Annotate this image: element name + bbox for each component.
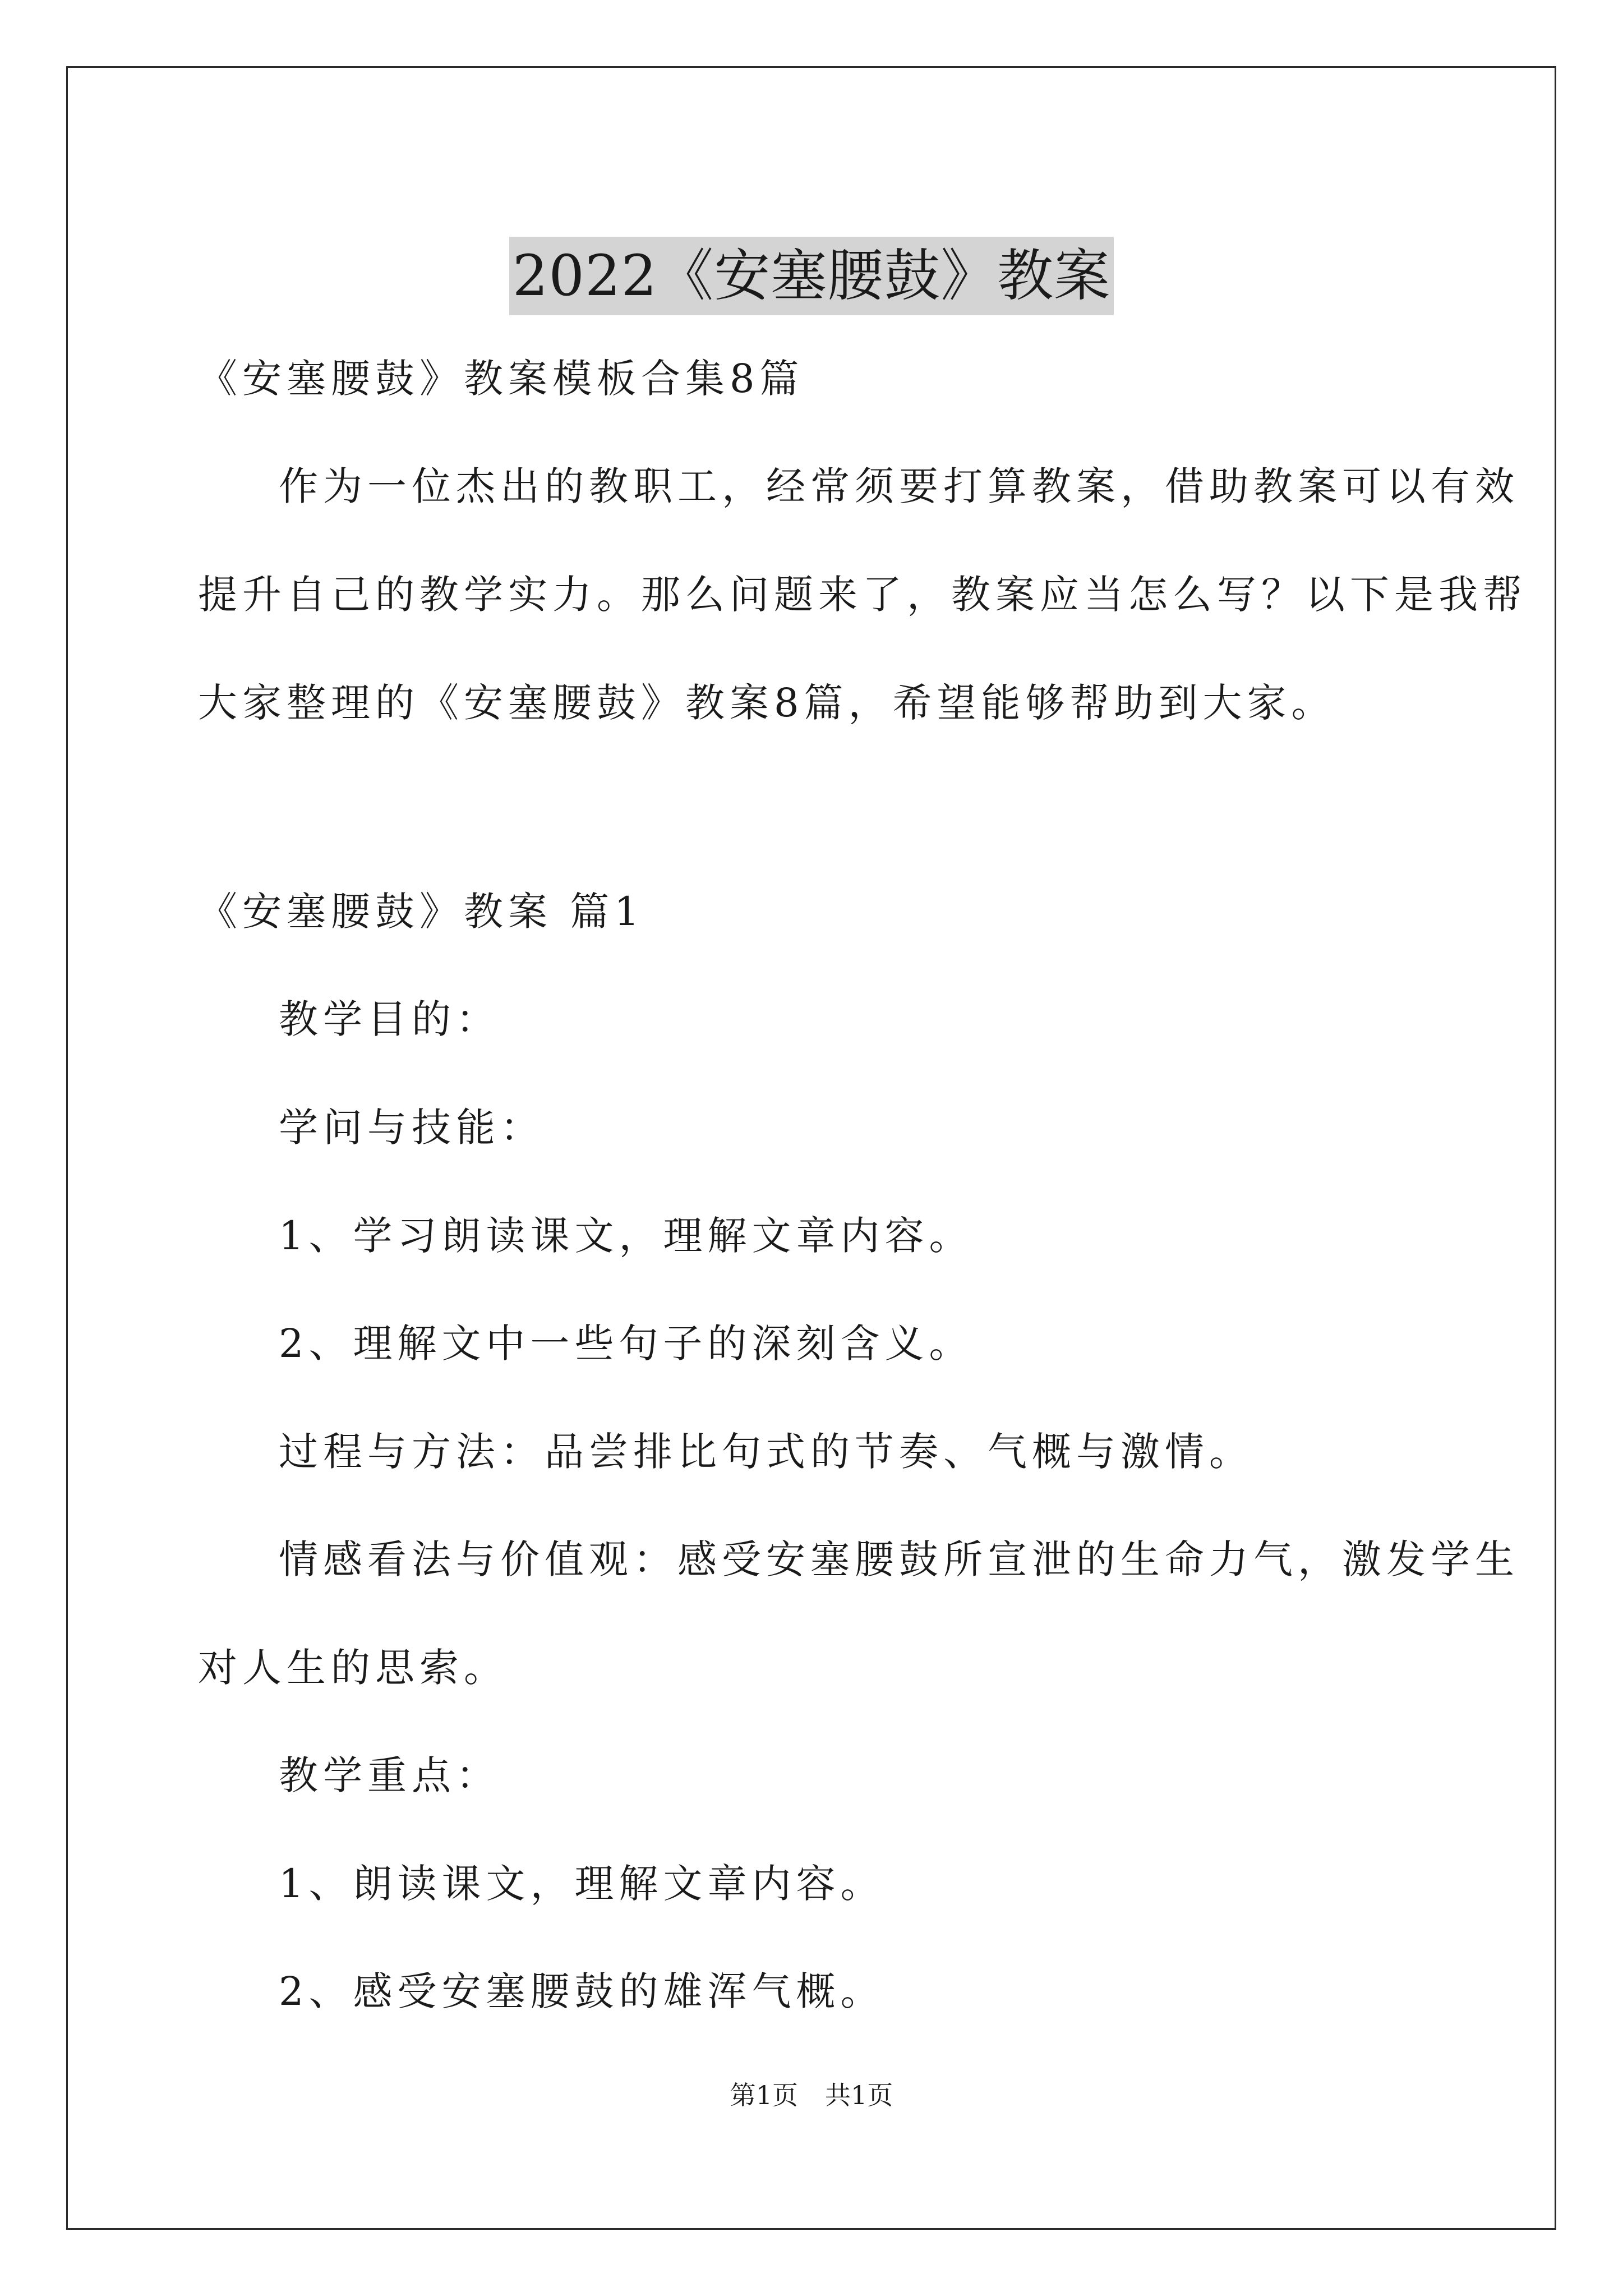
page-footer: [0, 2078, 1623, 2112]
paragraph-line: 提升自己的教学实力。那么问题来了，教案应当怎么写？以下是我帮: [198, 572, 1527, 618]
section-heading: 《安塞腰鼓》教案 篇1: [198, 889, 644, 935]
paragraph-line: 作为一位杰出的教职工，经常须要打算教案，借助教案可以有效: [279, 463, 1519, 509]
title-container: [0, 199, 1623, 353]
paragraph-line: 教学目的：: [279, 996, 500, 1042]
paragraph-line: 大家整理的《安塞腰鼓》教案8篇，希望能够帮助到大家。: [198, 680, 1336, 726]
paragraph-line: 2、感受安塞腰鼓的雄浑气概。: [279, 1968, 885, 2014]
paragraph-line: 情感看法与价值观：感受安塞腰鼓所宣泄的生命力气，激发学生: [279, 1536, 1519, 1582]
paragraph-line: 过程与方法：品尝排比句式的节奏、气概与激情。: [279, 1429, 1253, 1475]
page-total: 共1页: [825, 2080, 893, 2110]
paragraph-line: 对人生的思索。: [198, 1645, 508, 1691]
subtitle-line: 《安塞腰鼓》教案模板合集8篇: [198, 356, 804, 402]
document-title: 2022《安塞腰鼓》教案: [509, 237, 1114, 315]
paragraph-line: 1、朗读课文，理解文章内容。: [279, 1861, 885, 1907]
paragraph-line: 1、学习朗读课文，理解文章内容。: [279, 1213, 974, 1259]
paragraph-line: 学问与技能：: [279, 1105, 545, 1151]
paragraph-line: 教学重点：: [279, 1752, 500, 1798]
paragraph-line: 2、理解文中一些句子的深刻含义。: [279, 1320, 974, 1366]
page-number: 第1页: [730, 2080, 798, 2110]
